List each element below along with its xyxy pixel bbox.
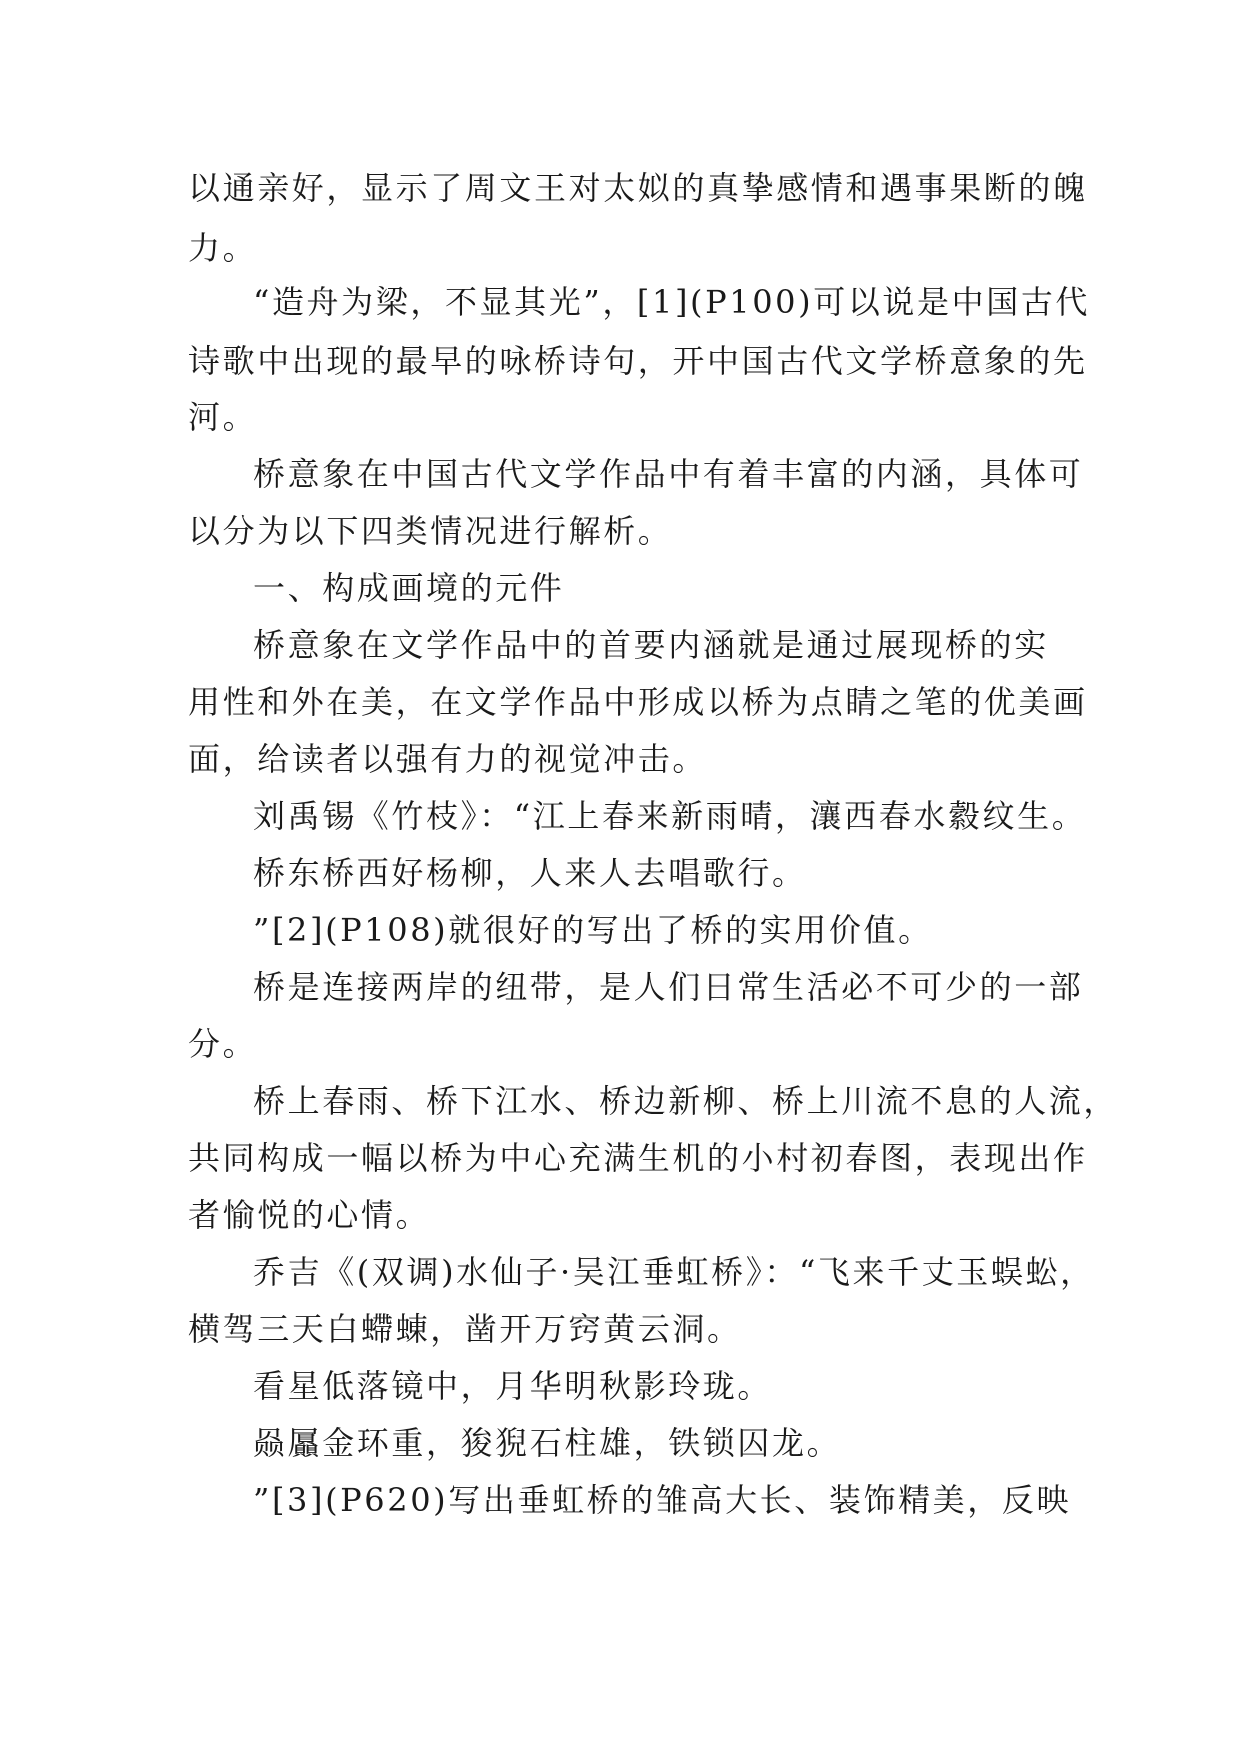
text-line: 赑屭金环重，狻猊石柱雄，铁锁囚龙。 [253,1424,842,1462]
text-line: 诗歌中出现的最早的咏桥诗句，开中国古代文学桥意象的先 [188,342,1088,380]
text-line: 以分为以下四类情况进行解析。 [188,512,673,550]
text-line: 桥是连接两岸的纽带，是人们日常生活必不可少的一部 [253,968,1084,1006]
text-line: “造舟为梁，不显其光”，[1](P100)可以说是中国古代 [253,283,1091,321]
text-line: 桥上春雨、桥下江水、桥边新柳、桥上川流不息的人流， [253,1082,1119,1120]
text-line: 分。 [188,1025,258,1063]
text-line: 力。 [188,229,258,267]
text-line: ”[3](P620)写出垂虹桥的雏高大长、装饰精美，反映 [253,1481,1072,1519]
text-line: 乔吉《(双调)水仙子·吴江垂虹桥》：“飞来千丈玉蜈蚣， [253,1253,1095,1291]
text-line: 河。 [188,398,258,436]
text-line: 者愉悦的心情。 [188,1196,431,1234]
text-line: 横驾三天白螮蝀，凿开万窍黄云洞。 [188,1310,742,1348]
text-line: 看星低落镜中，月华明秋影玲珑。 [253,1367,773,1405]
text-line: 刘禹锡《竹枝》：“江上春来新雨晴，瀼西春水縠纹生。 [253,797,1087,835]
section-heading: 一、构成画境的元件 [253,569,565,607]
text-line: 用性和外在美，在文学作品中形成以桥为点睛之笔的优美画 [188,683,1088,721]
text-line: 面，给读者以强有力的视觉冲击。 [188,740,708,778]
text-line: 桥意象在文学作品中的首要内涵就是通过展现桥的实 [253,626,1049,664]
text-line: 以通亲好，显示了周文王对太姒的真挚感情和遇事果断的魄 [188,169,1088,207]
text-line: ”[2](P108)就很好的写出了桥的实用价值。 [253,911,933,949]
text-line: 共同构成一幅以桥为中心充满生机的小村初春图，表现出作 [188,1139,1088,1177]
text-line: 桥东桥西好杨柳，人来人去唱歌行。 [253,854,807,892]
text-line: 桥意象在中国古代文学作品中有着丰富的内涵，具体可 [253,455,1084,493]
